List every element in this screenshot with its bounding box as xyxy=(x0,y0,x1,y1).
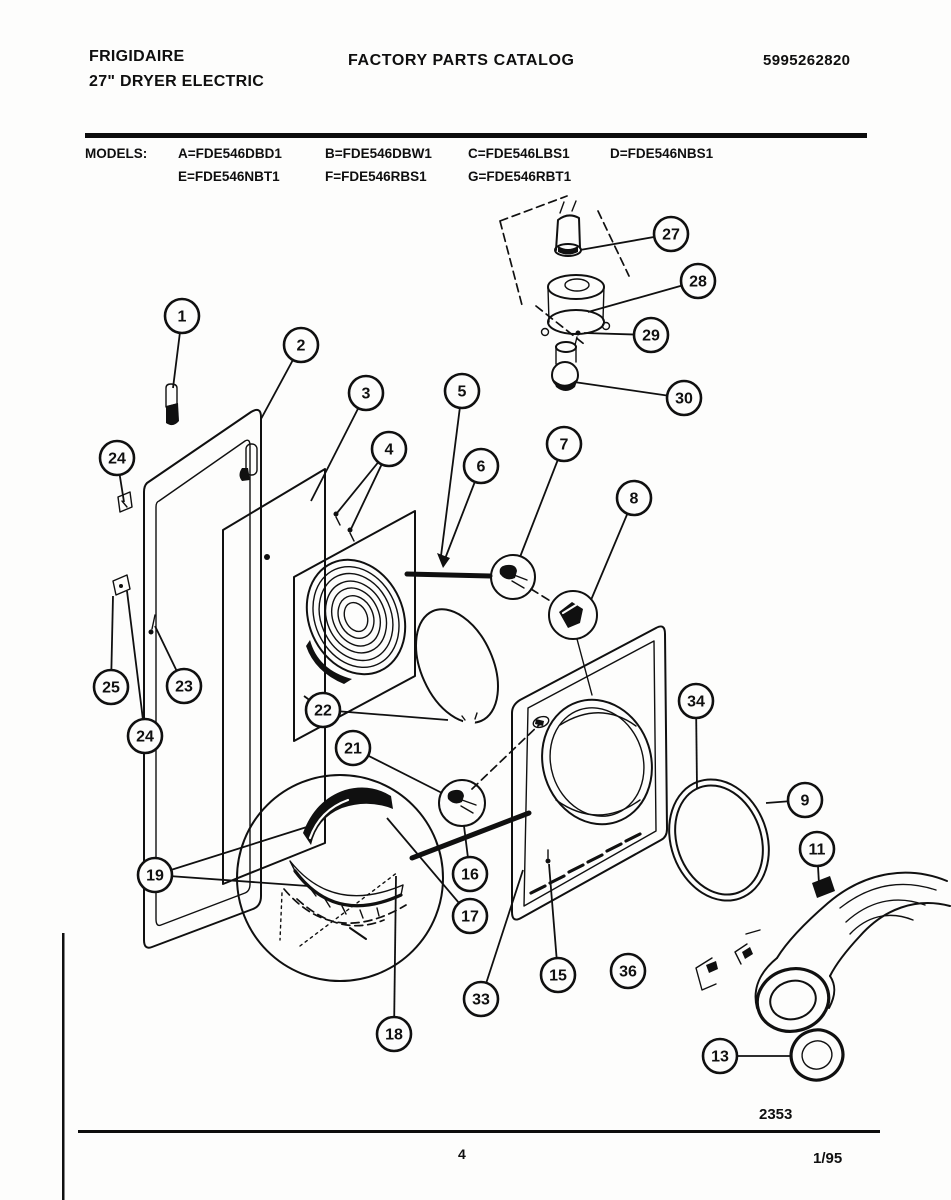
callout-number-7: 7 xyxy=(559,436,569,454)
callout-5 xyxy=(445,374,479,408)
retainer-ring xyxy=(400,597,515,736)
inner-panel-screws xyxy=(334,512,355,542)
callout-number-11: 11 xyxy=(808,841,826,859)
callout-number-34: 34 xyxy=(687,693,705,711)
screw-detail-circle-7 xyxy=(491,555,552,602)
callout-number-4: 4 xyxy=(384,441,394,459)
model-f: F=FDE546RBS1 xyxy=(325,169,427,184)
callout-number-8: 8 xyxy=(629,490,639,508)
model-e: E=FDE546NBT1 xyxy=(178,169,280,184)
lint-duct xyxy=(696,873,950,1040)
door-seal-ring xyxy=(653,765,786,914)
callout-number-36: 36 xyxy=(619,963,637,981)
callout-number-29: 29 xyxy=(642,327,660,345)
hinge-clip-parts xyxy=(113,492,155,635)
callout-leader-24 xyxy=(127,591,145,736)
callout-1 xyxy=(165,299,199,333)
callout-number-18: 18 xyxy=(385,1026,403,1044)
seal-detail-circle xyxy=(237,775,443,981)
diagram-code: 2353 xyxy=(759,1106,793,1123)
front-panel xyxy=(512,626,668,919)
callout-9 xyxy=(788,783,822,817)
callout-number-30: 30 xyxy=(675,390,693,408)
callout-36 xyxy=(611,954,645,988)
door-hinge-pin xyxy=(166,384,179,425)
callout-24 xyxy=(100,441,134,475)
model-a: A=FDE546DBD1 xyxy=(178,146,282,161)
page-title: FACTORY PARTS CATALOG xyxy=(348,52,575,69)
callout-number-6: 6 xyxy=(476,458,486,476)
callout-number-9: 9 xyxy=(800,792,810,810)
callout-30 xyxy=(667,381,701,415)
callout-number-19: 19 xyxy=(146,867,164,885)
callout-21 xyxy=(336,731,370,765)
callout-29 xyxy=(634,318,668,352)
callout-19 xyxy=(138,858,172,892)
callout-28 xyxy=(681,264,715,298)
model-g: G=FDE546RBT1 xyxy=(468,169,572,184)
callout-24 xyxy=(128,719,162,753)
callout-number-1: 1 xyxy=(177,308,187,326)
callout-15 xyxy=(541,958,575,992)
door-switch-assembly xyxy=(500,196,629,391)
callout-leader-19 xyxy=(155,826,310,875)
callout-4 xyxy=(372,432,406,466)
callout-27 xyxy=(654,217,688,251)
callout-number-2: 2 xyxy=(296,337,306,355)
model-d: D=FDE546NBS1 xyxy=(610,146,714,161)
model-c: C=FDE546LBS1 xyxy=(468,146,570,161)
callout-number-33: 33 xyxy=(472,991,490,1009)
callout-17 xyxy=(453,899,487,933)
brand-name: FRIGIDAIRE xyxy=(89,48,185,65)
callout-34 xyxy=(679,684,713,718)
models-label: MODELS: xyxy=(85,146,148,161)
callout-23 xyxy=(167,669,201,703)
callout-number-23: 23 xyxy=(175,678,193,696)
callout-number-28: 28 xyxy=(689,273,707,291)
callout-2 xyxy=(284,328,318,362)
footer-divider xyxy=(78,1130,880,1133)
callout-leader-33 xyxy=(481,870,523,999)
callout-number-22: 22 xyxy=(314,702,332,720)
callout-33 xyxy=(464,982,498,1016)
callout-number-3: 3 xyxy=(361,385,371,403)
callout-8 xyxy=(617,481,651,515)
callout-leader-5 xyxy=(441,391,462,556)
model-b: B=FDE546DBW1 xyxy=(325,146,432,161)
callout-number-24: 24 xyxy=(108,450,126,468)
callout-number-5: 5 xyxy=(457,383,467,401)
callout-number-21: 21 xyxy=(344,740,362,758)
callout-7 xyxy=(547,427,581,461)
callout-3 xyxy=(349,376,383,410)
appliance-type: 27" DRYER ELECTRIC xyxy=(89,73,265,90)
callout-18 xyxy=(377,1017,411,1051)
callout-number-27: 27 xyxy=(662,226,680,244)
callout-layer xyxy=(94,217,834,1073)
callout-number-25: 25 xyxy=(102,679,120,697)
clip-detail-circle-8 xyxy=(549,591,597,695)
revision-date: 1/95 xyxy=(813,1150,843,1167)
callout-25 xyxy=(94,670,128,704)
callout-13 xyxy=(703,1039,737,1073)
callout-number-13: 13 xyxy=(711,1048,729,1066)
callout-number-17: 17 xyxy=(461,908,479,926)
callout-number-15: 15 xyxy=(549,967,567,985)
page-number: 4 xyxy=(458,1146,466,1162)
callout-number-24: 24 xyxy=(136,728,154,746)
callout-6 xyxy=(464,449,498,483)
leader-bar-seal-to-screw xyxy=(407,574,490,576)
scan-edge-artifact xyxy=(62,933,65,1200)
catalog-number: 5995262820 xyxy=(763,52,851,69)
callout-16 xyxy=(453,857,487,891)
callout-22 xyxy=(306,693,340,727)
callout-11 xyxy=(800,832,834,866)
callout-leader-19 xyxy=(155,875,308,886)
callout-number-16: 16 xyxy=(461,866,479,884)
callout-leader-18 xyxy=(394,876,396,1034)
